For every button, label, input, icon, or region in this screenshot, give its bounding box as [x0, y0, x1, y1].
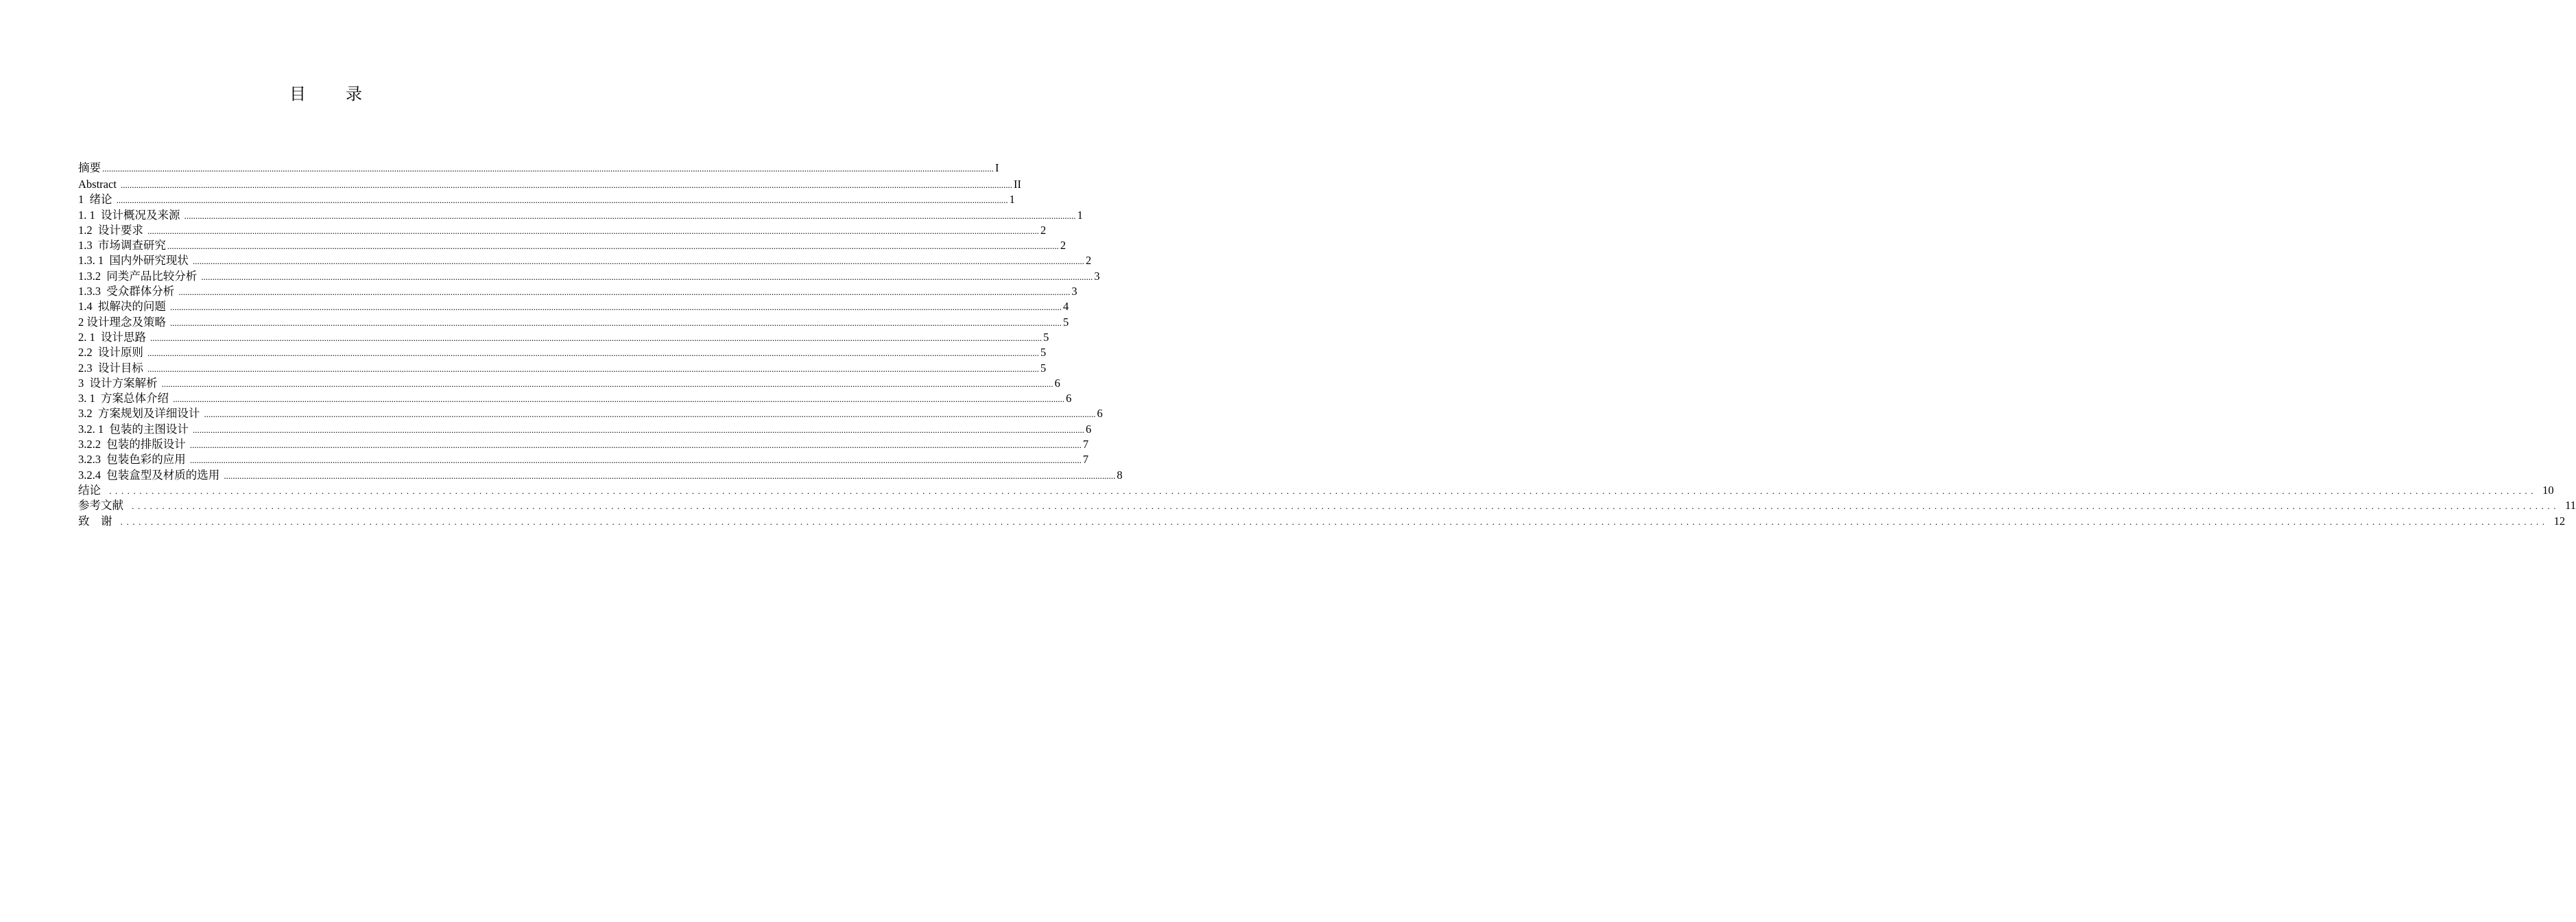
toc-dot-leader: ................................................................................................................................................................................................................................................................................................................................................................................................................: [121, 180, 1013, 190]
toc-entry-label: 1.3.2 同类产品比较分析: [78, 269, 200, 283]
toc-dot-leader: ................................................................................................................................................................................................................................................................................................................................................................................................................: [147, 225, 1039, 236]
toc-dot-leader: ................................................................................................................................................................................................................................................................................................................................................................................................................: [204, 409, 1096, 420]
toc-entry-label: 3.2 方案规划及详细设计: [78, 407, 203, 421]
toc-dot-leader: ................................................................................................................................................................................................................................................................................................................................................................................................................: [173, 394, 1065, 405]
toc-entry: [78, 391, 1072, 406]
toc-entry-label: 2 设计理念及策略: [78, 315, 169, 329]
toc-entry: [78, 514, 2566, 529]
toc-entry-page-number: 5: [1040, 346, 1047, 359]
toc-entry-page-number: 6: [1066, 392, 1072, 405]
toc-entry: [78, 437, 1089, 452]
toc-entry-page-number: 3: [1094, 269, 1100, 283]
toc-dot-leader: ................................................................................................................................................................................................................................................................................................................................................................................................................: [167, 241, 1059, 252]
toc-entry: [78, 376, 1060, 391]
toc-dot-leader: ................................................................................................................................................................................................................................................................................................................................................................................................................: [147, 363, 1039, 374]
toc-entry-page-number: 5: [1063, 315, 1069, 329]
toc-entry-label: 3.2.2 包装的排版设计: [78, 438, 189, 451]
toc-entry: [78, 284, 1077, 299]
toc-entry: [78, 406, 1103, 421]
toc-entry-label: 2.3 设计目标: [78, 361, 146, 375]
toc-dot-leader: ................................................................................................................................................................................................................................................................................................................................................................................................................: [189, 455, 1082, 466]
toc-entry-page-number: I: [995, 161, 999, 174]
toc-dot-leader: ................................................................................................................................................................................................................................................................................................................................................................................................................: [132, 501, 2560, 512]
toc-entry-page-number: 2: [1086, 254, 1092, 268]
toc-entry-label: 致 谢: [78, 514, 115, 528]
toc-entry: [78, 330, 1049, 345]
toc-entry-label: 3 设计方案解析: [78, 376, 160, 390]
toc-entry-page-number: 2: [1040, 223, 1047, 237]
toc-dot-leader: ................................................................................................................................................................................................................................................................................................................................................................................................................: [189, 440, 1082, 451]
table-of-contents: [78, 159, 2576, 529]
toc-entry-label: 1.4 拟解决的问题: [78, 300, 169, 314]
toc-dot-leader: ................................................................................................................................................................................................................................................................................................................................................................................................................: [109, 485, 2538, 496]
toc-entry: [78, 361, 1047, 376]
toc-dot-leader: ................................................................................................................................................................................................................................................................................................................................................................................................................: [116, 195, 1008, 206]
toc-entry-page-number: 4: [1063, 300, 1069, 314]
toc-entry: [78, 177, 1022, 192]
toc-dot-leader: ................................................................................................................................................................................................................................................................................................................................................................................................................: [184, 210, 1076, 221]
toc-entry-page-number: 7: [1082, 438, 1089, 451]
toc-entry-page-number: 6: [1097, 407, 1103, 421]
toc-entry-label: 结论: [78, 483, 104, 497]
toc-dot-leader: ................................................................................................................................................................................................................................................................................................................................................................................................................: [120, 516, 2549, 527]
toc-entry: [78, 483, 2554, 498]
toc-entry-page-number: II: [1014, 178, 1022, 191]
toc-entry-page-number: 7: [1082, 453, 1089, 466]
toc-dot-leader: ................................................................................................................................................................................................................................................................................................................................................................................................................: [150, 332, 1042, 343]
page-title: 目 录: [289, 86, 380, 104]
toc-entry-label: 1. 1 设计概况及来源: [78, 208, 183, 222]
toc-entry: [78, 422, 1092, 437]
toc-entry-label: 1.3.3 受众群体分析: [78, 285, 178, 298]
toc-entry-page-number: 10: [2542, 483, 2554, 497]
toc-entry-page-number: 2: [1060, 239, 1066, 252]
toc-entry-page-number: 1: [1009, 193, 1015, 206]
toc-entry: [78, 498, 2576, 513]
toc-entry-label: 3.2.4 包装盒型及材质的选用: [78, 468, 223, 482]
toc-entry-label: 3.2. 1 包装的主图设计: [78, 422, 191, 436]
toc-entry-label: 1.3 市场调查研究: [78, 239, 166, 252]
toc-entry: [78, 468, 1123, 483]
toc-dot-leader: ................................................................................................................................................................................................................................................................................................................................................................................................................: [201, 271, 1093, 282]
toc-entry: [78, 315, 1069, 330]
toc-entry: [78, 159, 999, 177]
toc-dot-leader: ................................................................................................................................................................................................................................................................................................................................................................................................................: [224, 470, 1116, 481]
toc-dot-leader: ................................................................................................................................................................................................................................................................................................................................................................................................................: [170, 317, 1062, 328]
toc-entry-label: 3. 1 方案总体介绍: [78, 392, 172, 405]
toc-entry: [78, 452, 1089, 467]
toc-entry-page-number: 5: [1043, 330, 1049, 344]
toc-entry-label: 摘要: [78, 161, 101, 174]
toc-entry: [78, 269, 1100, 284]
toc-dot-leader: ................................................................................................................................................................................................................................................................................................................................................................................................................: [102, 163, 994, 174]
toc-dot-leader: ................................................................................................................................................................................................................................................................................................................................................................................................................: [193, 256, 1084, 267]
toc-entry-page-number: 11: [2565, 499, 2576, 512]
toc-dot-leader: ................................................................................................................................................................................................................................................................................................................................................................................................................: [170, 302, 1062, 313]
toc-entry-label: 3.2.3 包装色彩的应用: [78, 453, 189, 466]
toc-entry: [78, 238, 1066, 253]
toc-entry-page-number: 5: [1040, 361, 1047, 375]
toc-dot-leader: ................................................................................................................................................................................................................................................................................................................................................................................................................: [178, 287, 1071, 298]
toc-entry: [78, 208, 1083, 223]
toc-dot-leader: ................................................................................................................................................................................................................................................................................................................................................................................................................: [193, 424, 1084, 435]
toc-entry-label: 1.2 设计要求: [78, 223, 146, 237]
toc-entry-page-number: 6: [1054, 376, 1060, 390]
toc-entry: [78, 299, 1069, 314]
toc-dot-leader: ................................................................................................................................................................................................................................................................................................................................................................................................................: [147, 348, 1039, 359]
toc-entry-label: 参考文献: [78, 499, 127, 512]
toc-entry: [78, 192, 1015, 207]
toc-entry: [78, 253, 1092, 268]
toc-entry: [78, 223, 1047, 238]
toc-dot-leader: ................................................................................................................................................................................................................................................................................................................................................................................................................: [161, 378, 1053, 389]
toc-entry-page-number: 6: [1086, 422, 1092, 436]
toc-entry-label: 1.3. 1 国内外研究现状: [78, 254, 191, 268]
toc-entry-page-number: 8: [1117, 468, 1123, 482]
toc-entry: [78, 345, 1047, 360]
toc-entry-label: 2.2 设计原则: [78, 346, 146, 359]
toc-entry-label: 2. 1 设计思路: [78, 330, 150, 344]
toc-entry-page-number: 1: [1077, 208, 1083, 222]
toc-entry-label: Abstract: [78, 178, 120, 191]
toc-entry-label: 1 绪论: [78, 193, 115, 206]
toc-entry-page-number: 12: [2553, 514, 2566, 528]
toc-entry-page-number: 3: [1071, 285, 1077, 298]
